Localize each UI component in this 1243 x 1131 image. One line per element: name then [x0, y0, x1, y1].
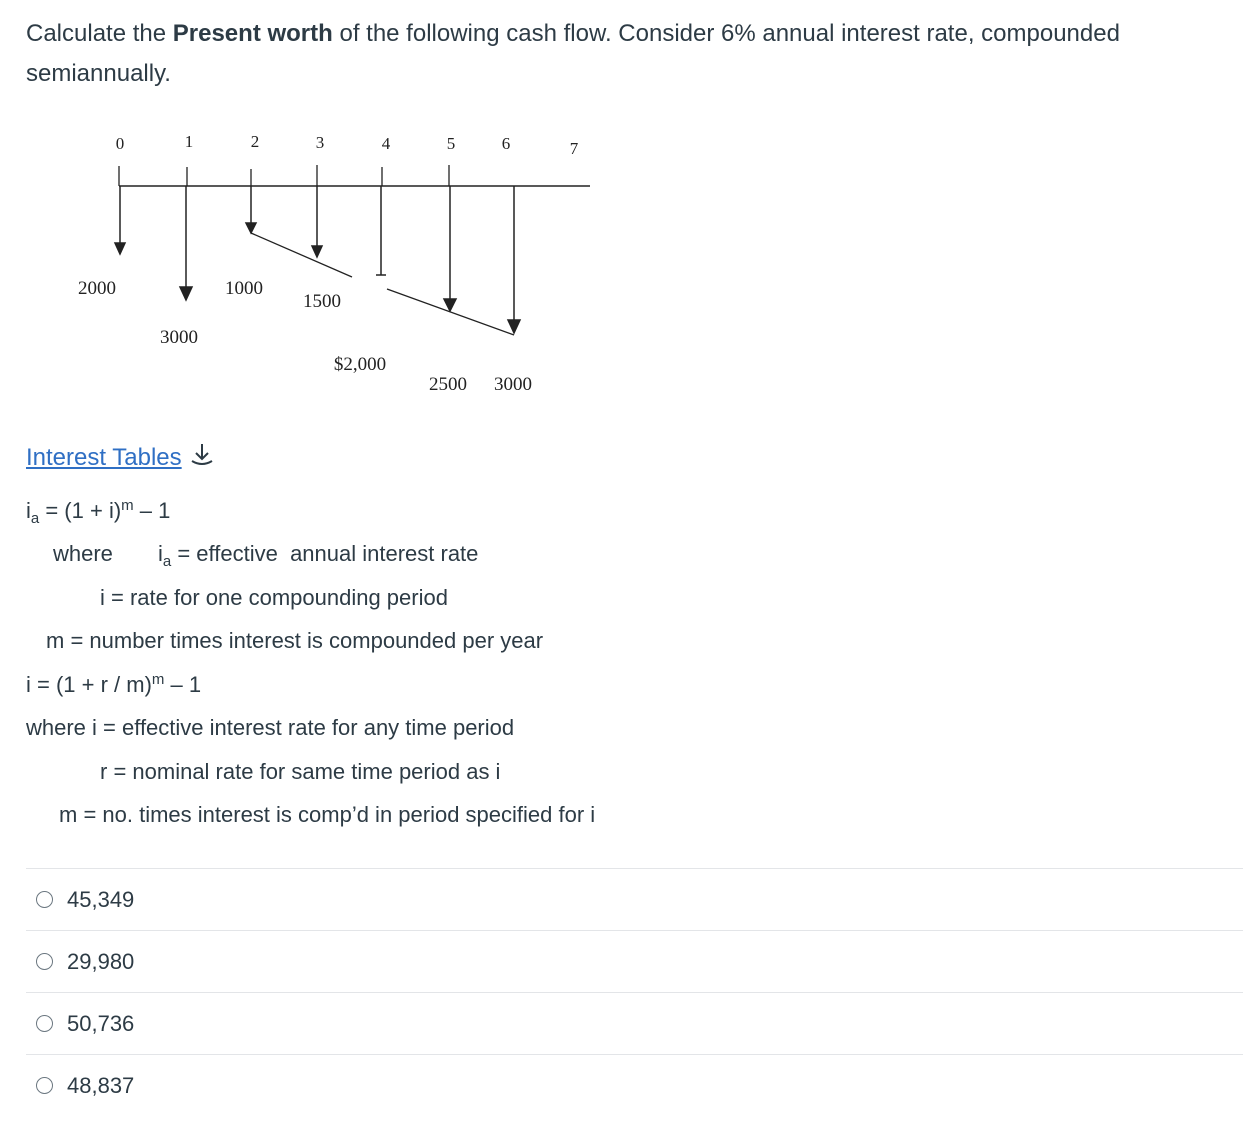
m-definition: m = number times interest is compounded per year	[46, 628, 544, 653]
radio-button[interactable]	[36, 1015, 53, 1032]
r-definition: r = nominal rate for same time period as i	[100, 759, 501, 784]
period-label-1: 1	[184, 132, 194, 151]
interest-tables-row	[26, 440, 216, 477]
answer-option-label: 50,736	[67, 1010, 135, 1036]
period-label-6: 6	[501, 134, 511, 153]
radio-button[interactable]	[36, 1077, 53, 1094]
amount-period-2: 1000	[225, 278, 263, 299]
period-label-5: 5	[446, 134, 456, 153]
where-i-definition: where i = effective interest rate for any time period	[26, 715, 515, 740]
where-label: where	[53, 541, 113, 566]
period-label-0: 0	[115, 134, 125, 153]
interest-tables-link[interactable]: Interest Tables	[26, 443, 182, 471]
answer-option-label: 29,980	[67, 948, 135, 974]
answer-option[interactable]	[26, 930, 1243, 992]
question-post: of the following cash flow. Consider 6% annual interest rate, compounded semiannually.	[26, 20, 1120, 87]
gradient-lines	[251, 233, 514, 335]
cash-flow-diagram	[60, 120, 600, 400]
formula-effective-period: $i = (1 + r / m)^m - 1$	[26, 671, 202, 697]
answer-option[interactable]	[26, 1054, 1243, 1116]
amount-period-6: 3000	[494, 374, 532, 395]
amount-period-3: 1500	[303, 291, 341, 312]
question-bold: Present worth	[172, 20, 333, 47]
period-label-2: 2	[250, 132, 260, 151]
amount-period-0: 2000	[78, 278, 116, 299]
question-text	[26, 14, 1236, 94]
amount-period-5: 2500	[429, 374, 467, 395]
formula-effective-annual: $i_a = (1 + i)^m - 1$	[26, 497, 171, 527]
period-label-3: 3	[315, 133, 325, 152]
answer-option-label: 48,837	[67, 1072, 135, 1098]
period-label-7: 7	[569, 139, 579, 158]
download-arrow-icon[interactable]	[188, 440, 216, 477]
answer-option-label: 45,349	[67, 886, 135, 912]
answer-option[interactable]	[26, 992, 1243, 1054]
question-pre: Calculate the	[26, 20, 173, 47]
ia-definition: $i_a$ = effective annual interest rate	[158, 541, 479, 570]
period-label-4: 4	[381, 134, 391, 153]
answer-options	[26, 868, 1243, 1116]
radio-button[interactable]	[36, 953, 53, 970]
i-definition: i = rate for one compounding period	[100, 585, 448, 610]
radio-button[interactable]	[36, 891, 53, 908]
period-ticks	[119, 165, 449, 186]
m2-definition: m = no. times interest is comp’d in period specified for i	[59, 802, 596, 827]
answer-option[interactable]	[26, 868, 1243, 930]
amount-period-1: 3000	[160, 327, 198, 348]
amount-period-4: $2,000	[333, 354, 387, 375]
